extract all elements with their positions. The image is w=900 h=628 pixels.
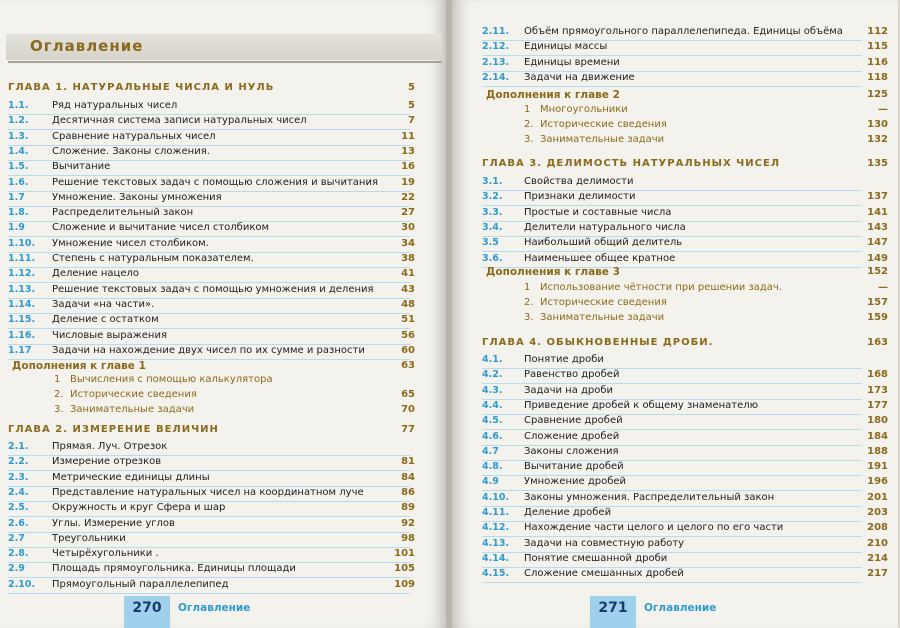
supplement-item-title: Исторические сведения: [540, 119, 667, 130]
section-page: 30: [401, 222, 415, 234]
section-page: 188: [867, 445, 888, 457]
section-number: 4.5.: [482, 415, 503, 427]
section-title: Законы умножения. Распределительный закон: [524, 491, 775, 503]
section-page: 16: [401, 161, 415, 173]
section-number: 1.14.: [8, 298, 36, 310]
entry-underline: [8, 593, 410, 594]
page-number: 271: [598, 600, 628, 616]
section-page: 141: [867, 206, 888, 218]
section-number: 4.15.: [482, 568, 510, 580]
section-page: 11: [401, 130, 415, 142]
left-page: [0, 0, 446, 628]
section-number: 3.3.: [482, 206, 503, 218]
section-title: Нахождение части целого и целого по его части: [524, 522, 784, 534]
section-page: 81: [401, 456, 415, 468]
section-number: 4.10.: [482, 491, 510, 503]
section-title: Умножение. Законы умножения: [52, 191, 222, 203]
section-page: 147: [867, 237, 888, 249]
section-number: 2.9: [8, 563, 25, 575]
section-page: 27: [401, 207, 415, 219]
section-title: Сложение. Законы сложения.: [52, 145, 210, 157]
section-number: 2.1.: [8, 441, 29, 452]
section-number: 4.6.: [482, 430, 503, 442]
section-page: 48: [401, 298, 415, 310]
section-title: Прямая. Луч. Отрезок: [52, 441, 168, 452]
supplement-item-number: 3.: [524, 134, 534, 145]
section-title: Вычитание дробей: [524, 461, 624, 473]
section-page: 5: [408, 100, 415, 111]
section-title: Понятие дроби: [524, 354, 604, 365]
section-number: 2.8.: [8, 548, 29, 560]
section-title: Единицы массы: [524, 41, 608, 53]
right-page: [452, 0, 898, 628]
supplement-item-page: —: [878, 104, 888, 115]
section-number: 2.4.: [8, 486, 29, 498]
section-number: 2.3.: [8, 471, 29, 483]
supplement-item-page: 65: [401, 389, 415, 400]
section-number: 1.13.: [8, 283, 36, 295]
section-title: Сложение и вычитание чисел столбиком: [52, 222, 270, 234]
section-title: Решение текстовых задач с помощью сложения и вычитания: [52, 176, 378, 188]
section-page: 43: [401, 283, 415, 295]
chapter-title: ГЛАВА 4. ОБЫКНОВЕННЫЕ ДРОБИ.: [482, 337, 714, 348]
section-title: Единицы времени: [524, 56, 620, 68]
section-title: Задачи на движение: [524, 71, 635, 83]
section-number: 1.4.: [8, 145, 29, 157]
title-divider: [8, 61, 442, 63]
supplement-page: 63: [401, 360, 415, 371]
section-title: Вычитание: [52, 161, 111, 173]
page-number: 270: [132, 600, 162, 616]
entry-underline: [482, 582, 862, 583]
section-number: 1.6.: [8, 176, 29, 188]
supplement-title: Дополнения к главе 2: [486, 89, 620, 101]
section-number: 3.1.: [482, 176, 503, 187]
section-title: Задачи «на части».: [52, 298, 155, 310]
section-number: 3.4.: [482, 221, 503, 233]
section-number: 2.7: [8, 532, 25, 544]
section-number: 4.13.: [482, 537, 510, 549]
supplement-item-title: Исторические сведения: [70, 389, 197, 400]
section-number: 2.10.: [8, 578, 36, 590]
section-number: 1.5.: [8, 161, 29, 173]
section-page: 217: [867, 568, 888, 580]
section-number: 2.11.: [482, 26, 510, 37]
supplement-item-title: Занимательные задачи: [540, 312, 665, 323]
supplement-item-number: 2.: [524, 119, 534, 130]
supplement-item-page: —: [878, 282, 888, 293]
section-title: Делители натурального числа: [524, 221, 686, 233]
section-title: Умножение чисел столбиком.: [52, 237, 209, 249]
section-page: 89: [401, 502, 415, 514]
section-page: 201: [867, 491, 888, 503]
section-number: 4.3.: [482, 384, 503, 396]
section-title: Площадь прямоугольника. Единицы площади: [52, 563, 296, 575]
supplement-item-number: 1: [524, 282, 531, 293]
section-page: 137: [867, 191, 888, 203]
section-title: Углы. Измерение углов: [52, 517, 175, 529]
section-page: 38: [401, 253, 415, 264]
chapter-title: ГЛАВА 2. ИЗМЕРЕНИЕ ВЕЛИЧИН: [8, 424, 219, 435]
section-number: 1.12.: [8, 268, 36, 280]
section-page: 7: [408, 115, 415, 127]
section-title: Простые и составные числа: [524, 206, 672, 218]
section-number: 2.2.: [8, 456, 29, 468]
section-number: 1.1.: [8, 100, 29, 111]
supplement-item-number: 2.: [524, 297, 534, 308]
section-title: Деление нацело: [52, 268, 140, 280]
section-page: 115: [867, 41, 888, 53]
section-number: 2.6.: [8, 517, 29, 529]
section-page: 214: [867, 552, 888, 564]
section-page: 177: [867, 399, 888, 411]
section-number: 2.13.: [482, 56, 510, 68]
section-number: 4.4.: [482, 399, 503, 411]
section-title: Десятичная система записи натуральных чисел: [52, 115, 307, 127]
section-number: 4.1.: [482, 354, 503, 365]
supplement-item-page: 70: [401, 404, 415, 415]
section-title: Признаки делимости: [524, 191, 636, 203]
supplement-page: 152: [867, 266, 888, 277]
section-title: Законы сложения: [524, 445, 619, 457]
chapter-title: ГЛАВА 1. НАТУРАЛЬНЫЕ ЧИСЛА И НУЛЬ: [8, 82, 275, 93]
section-page: 13: [401, 145, 415, 157]
supplement-item-number: 3.: [524, 312, 534, 323]
chapter-page: 5: [408, 82, 415, 93]
section-title: Задачи на нахождение двух чисел по их сумме и разности: [52, 344, 365, 356]
section-page: 105: [394, 563, 415, 575]
section-page: 180: [867, 415, 888, 427]
supplement-item-title: Занимательные задачи: [70, 404, 195, 415]
footer-label: Оглавление: [644, 602, 717, 614]
chapter-page: 77: [401, 424, 415, 435]
chapter-page: 163: [867, 337, 888, 348]
section-page: 173: [867, 384, 888, 396]
section-title: Треугольники: [52, 532, 126, 544]
section-page: 109: [394, 578, 415, 590]
supplement-item-number: 1: [54, 374, 61, 385]
section-page: 56: [401, 329, 415, 341]
section-page: 116: [867, 56, 888, 68]
chapter-title: ГЛАВА 3. ДЕЛИМОСТЬ НАТУРАЛЬНЫХ ЧИСЕЛ: [482, 158, 781, 169]
section-title: Наименьшее общее кратное: [524, 252, 676, 264]
section-number: 1.3.: [8, 130, 29, 142]
section-title: Измерение отрезков: [52, 456, 162, 468]
section-number: 3.5: [482, 237, 499, 249]
section-page: 191: [867, 461, 888, 473]
section-page: 101: [394, 548, 415, 560]
section-title: Понятие смешанной дроби: [524, 552, 668, 564]
section-number: 1.9: [8, 222, 25, 234]
section-number: 1.7: [8, 191, 25, 203]
section-page: 184: [867, 430, 888, 442]
supplement-item-title: Вычисления с помощью калькулятора: [70, 374, 273, 385]
section-number: 1.8.: [8, 207, 29, 219]
section-title: Решение текстовых задач с помощью умножения и деления: [52, 283, 374, 295]
section-page: 34: [401, 237, 415, 249]
section-page: 98: [401, 532, 415, 544]
section-page: 92: [401, 517, 415, 529]
section-page: 60: [401, 344, 415, 356]
supplement-page: 125: [867, 89, 888, 100]
section-page: 196: [867, 476, 888, 488]
supplement-item-number: 1: [524, 104, 531, 115]
section-number: 4.7: [482, 445, 499, 457]
section-page: 118: [867, 71, 888, 83]
section-number: 2.14.: [482, 71, 510, 83]
section-title: Окружность и круг Сфера и шар: [52, 502, 226, 514]
section-page: 208: [867, 522, 888, 534]
section-title: Умножение дробей: [524, 476, 627, 488]
section-title: Деление с остатком: [52, 314, 159, 326]
section-title: Равенство дробей: [524, 369, 620, 381]
section-number: 2.5.: [8, 502, 29, 514]
section-number: 4.14.: [482, 552, 510, 564]
section-title: Сравнение натуральных чисел: [52, 130, 216, 142]
supplement-title: Дополнения к главе 1: [12, 360, 146, 372]
section-title: Числовые выражения: [52, 329, 167, 341]
supplement-item-title: Многоугольники: [540, 104, 628, 115]
section-page: 84: [401, 471, 415, 483]
section-page: 112: [867, 26, 888, 37]
section-number: 4.12.: [482, 522, 510, 534]
section-title: Свойства делимости: [524, 176, 634, 187]
section-page: 41: [401, 268, 415, 280]
supplement-item-title: Использование чётности при решении задач.: [540, 282, 782, 293]
supplement-item-title: Занимательные задачи: [540, 134, 665, 145]
supplement-item-number: 2.: [54, 389, 64, 400]
section-title: Прямоугольный параллелепипед: [52, 578, 229, 590]
section-page: 143: [867, 221, 888, 233]
section-title: Распределительный закон: [52, 207, 194, 219]
supplement-title: Дополнения к главе 3: [486, 266, 620, 278]
section-number: 4.11.: [482, 507, 510, 518]
section-title: Сложение смешанных дробей: [524, 568, 684, 580]
section-title: Представление натуральных чисел на координатном луче: [52, 486, 364, 498]
section-number: 1.10.: [8, 237, 36, 249]
entry-underline: [482, 86, 862, 87]
page-title: Оглавление: [30, 37, 144, 55]
section-title: Ряд натуральных чисел: [52, 100, 178, 111]
section-page: 22: [401, 191, 415, 203]
section-number: 4.2.: [482, 369, 503, 381]
supplement-item-page: 132: [867, 134, 888, 145]
section-number: 4.9: [482, 476, 499, 488]
supplement-item-page: 130: [867, 119, 888, 130]
chapter-page: 135: [867, 158, 888, 169]
section-title: Задачи на дроби: [524, 384, 614, 396]
section-number: 4.8.: [482, 461, 503, 473]
section-number: 1.17: [8, 344, 32, 356]
section-number: 1.16.: [8, 329, 36, 341]
section-page: 203: [867, 507, 888, 518]
section-number: 2.12.: [482, 41, 510, 53]
section-title: Наибольший общий делитель: [524, 237, 683, 249]
section-title: Метрические единицы длины: [52, 471, 210, 483]
section-title: Сложение дробей: [524, 430, 620, 442]
section-page: 168: [867, 369, 888, 381]
section-number: 1.15.: [8, 314, 36, 326]
section-title: Приведение дробей к общему знаменателю: [524, 399, 759, 411]
section-number: 3.6.: [482, 252, 503, 264]
section-title: Объём прямоугольного параллелепипеда. Единицы объёма: [524, 26, 843, 37]
footer-label: Оглавление: [178, 602, 251, 614]
supplement-item-page: 159: [867, 312, 888, 323]
supplement-item-number: 3.: [54, 404, 64, 415]
section-page: 51: [401, 314, 415, 326]
section-page: 86: [401, 486, 415, 498]
section-title: Четырёхугольники .: [52, 548, 159, 560]
section-title: Степень с натуральным показателем.: [52, 253, 254, 264]
section-page: 149: [867, 252, 888, 264]
section-title: Деление дробей: [524, 507, 612, 518]
section-number: 1.2.: [8, 115, 29, 127]
section-number: 1.11.: [8, 253, 36, 264]
section-title: Сравнение дробей: [524, 415, 623, 427]
section-page: 210: [867, 537, 888, 549]
section-page: 19: [401, 176, 415, 188]
section-number: 3.2.: [482, 191, 503, 203]
supplement-item-title: Исторические сведения: [540, 297, 667, 308]
supplement-item-page: 157: [867, 297, 888, 308]
section-title: Задачи на совместную работу: [524, 537, 685, 549]
